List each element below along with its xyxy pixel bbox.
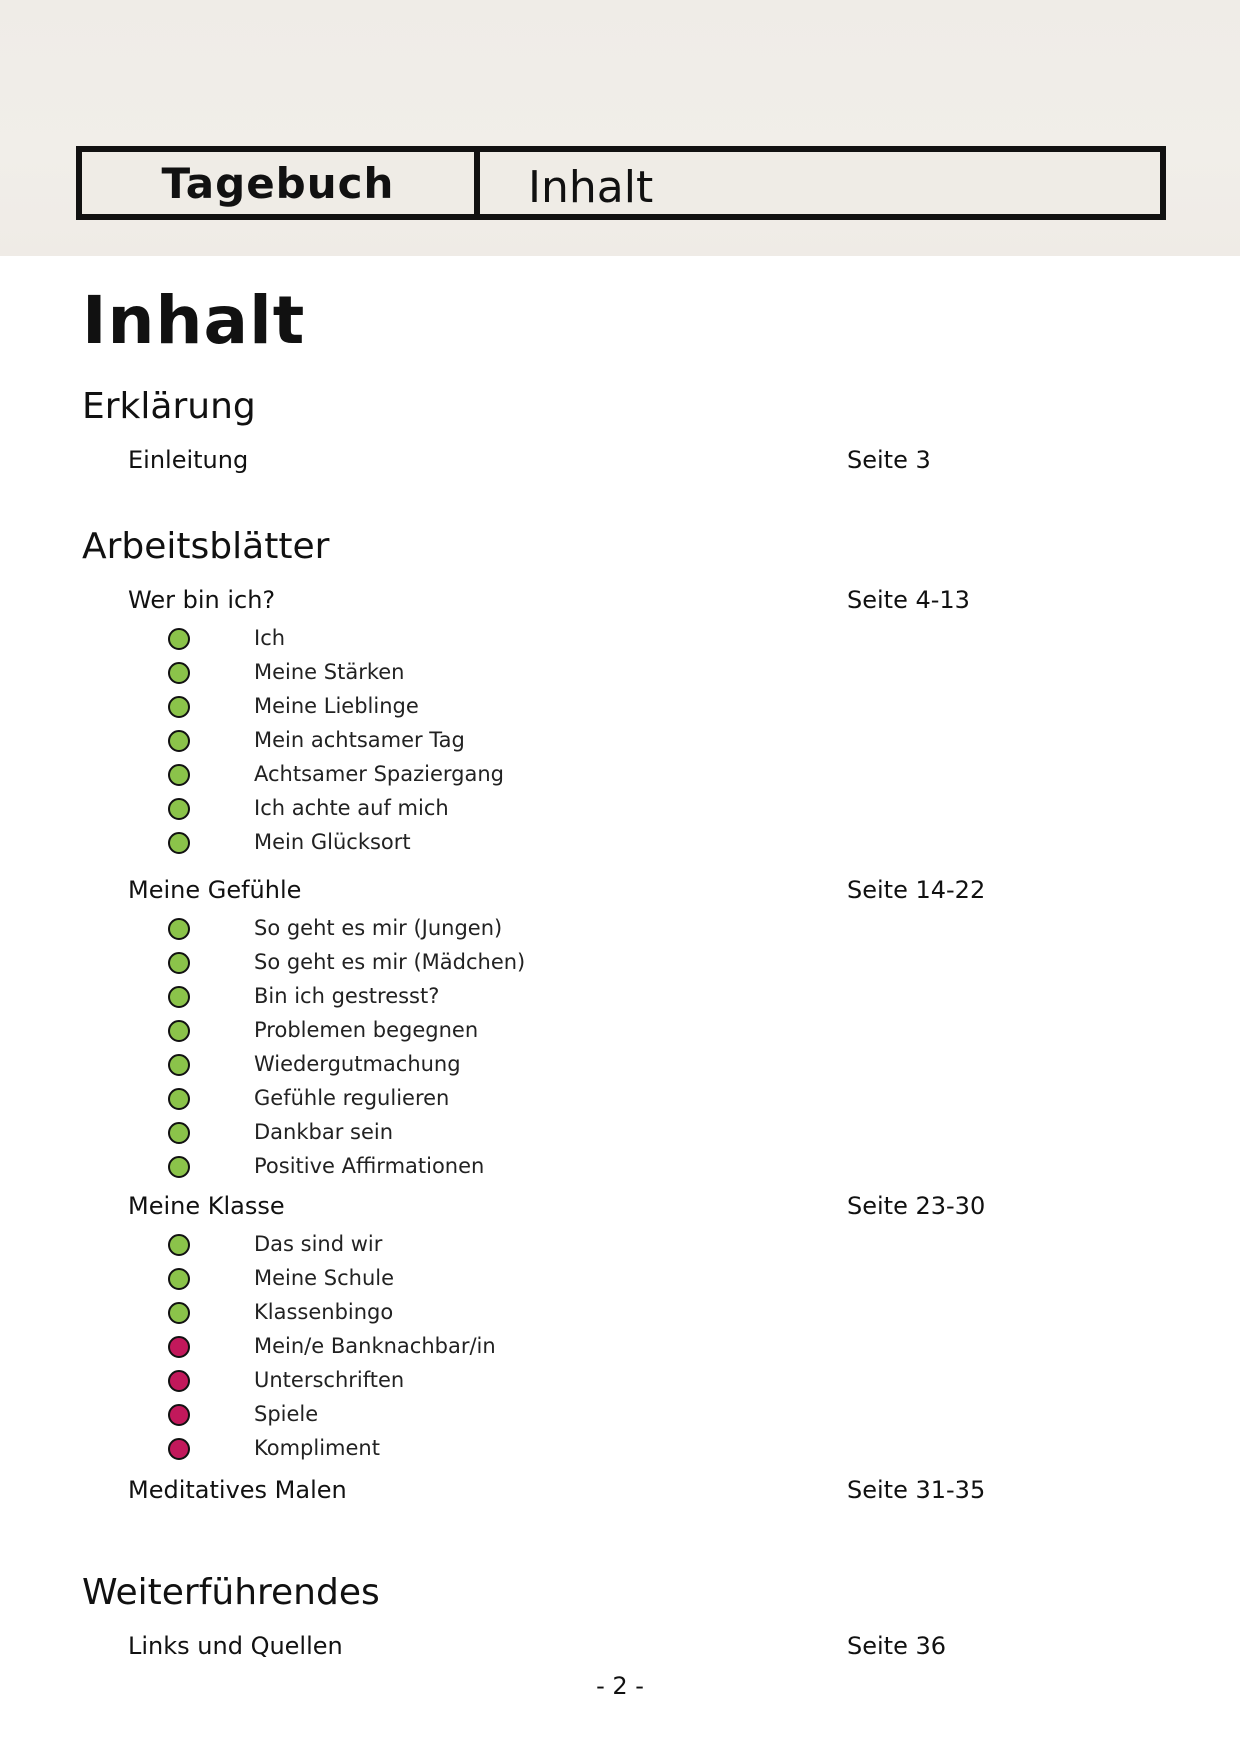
list-item-text: Positive Affirmationen [254, 1154, 485, 1178]
toc-label: Meine Gefühle [128, 876, 302, 904]
status-dot-icon [168, 1302, 190, 1324]
toc-label: Wer bin ich? [128, 586, 276, 614]
toc-page: Seite 3 [847, 446, 931, 474]
list-item-text: Meine Stärken [254, 660, 405, 684]
status-dot-icon [168, 1020, 190, 1042]
toc-label: Meine Klasse [128, 1192, 285, 1220]
status-dot-icon [168, 1370, 190, 1392]
toc-page: Seite 31-35 [847, 1476, 986, 1504]
status-dot-icon [168, 730, 190, 752]
section-title-weiterfuehrendes: Weiterführendes [82, 1572, 380, 1613]
status-dot-icon [168, 764, 190, 786]
list-item-text: Meine Lieblinge [254, 694, 419, 718]
list-item-text: Meine Schule [254, 1266, 395, 1290]
list-item-text: So geht es mir (Jungen) [254, 916, 503, 940]
toc-label: Links und Quellen [128, 1632, 343, 1660]
page-title: Inhalt [82, 282, 306, 359]
section-title-arbeitsblaetter: Arbeitsblätter [82, 526, 330, 567]
status-dot-icon [168, 662, 190, 684]
status-dot-icon [168, 1268, 190, 1290]
section-title-erklaerung: Erklärung [82, 386, 256, 427]
status-dot-icon [168, 832, 190, 854]
status-dot-icon [168, 952, 190, 974]
toc-label: Meditatives Malen [128, 1476, 347, 1504]
page-number: - 2 - [596, 1672, 644, 1700]
status-dot-icon [168, 986, 190, 1008]
list-item-text: Mein Glücksort [254, 830, 411, 854]
status-dot-icon [168, 1234, 190, 1256]
status-dot-icon [168, 1404, 190, 1426]
list-item-text: Bin ich gestresst? [254, 984, 440, 1008]
header-divider [474, 152, 480, 214]
toc-page: Seite 36 [847, 1632, 947, 1660]
status-dot-icon [168, 918, 190, 940]
status-dot-icon [168, 1156, 190, 1178]
list-item-text: Ich [254, 626, 286, 650]
list-item-text: Dankbar sein [254, 1120, 394, 1144]
status-dot-icon [168, 1122, 190, 1144]
list-item-text: Unterschriften [254, 1368, 405, 1392]
list-item-text: Achtsamer Spaziergang [254, 762, 504, 786]
toc-page: Seite 23-30 [847, 1192, 986, 1220]
list-item-text: Klassenbingo [254, 1300, 394, 1324]
list-item-text: Problemen begegnen [254, 1018, 479, 1042]
toc-page: Seite 4-13 [847, 586, 970, 614]
list-item-text: So geht es mir (Mädchen) [254, 950, 526, 974]
list-item-text: Kompliment [254, 1436, 380, 1460]
status-dot-icon [168, 696, 190, 718]
status-dot-icon [168, 1088, 190, 1110]
toc-label: Einleitung [128, 446, 249, 474]
status-dot-icon [168, 1438, 190, 1460]
header-left-label: Tagebuch [161, 158, 395, 208]
list-item-text: Das sind wir [254, 1232, 383, 1256]
list-item-text: Gefühle regulieren [254, 1086, 450, 1110]
list-item-text: Wiedergutmachung [254, 1052, 461, 1076]
list-item-text: Spiele [254, 1402, 319, 1426]
status-dot-icon [168, 798, 190, 820]
header-right-label: Inhalt [528, 161, 654, 213]
status-dot-icon [168, 1054, 190, 1076]
list-item-text: Mein achtsamer Tag [254, 728, 465, 752]
list-item-text: Mein/e Banknachbar/in [254, 1334, 496, 1358]
toc-page: Seite 14-22 [847, 876, 986, 904]
list-item-text: Ich achte auf mich [254, 796, 449, 820]
header-box [76, 146, 1166, 220]
status-dot-icon [168, 628, 190, 650]
status-dot-icon [168, 1336, 190, 1358]
